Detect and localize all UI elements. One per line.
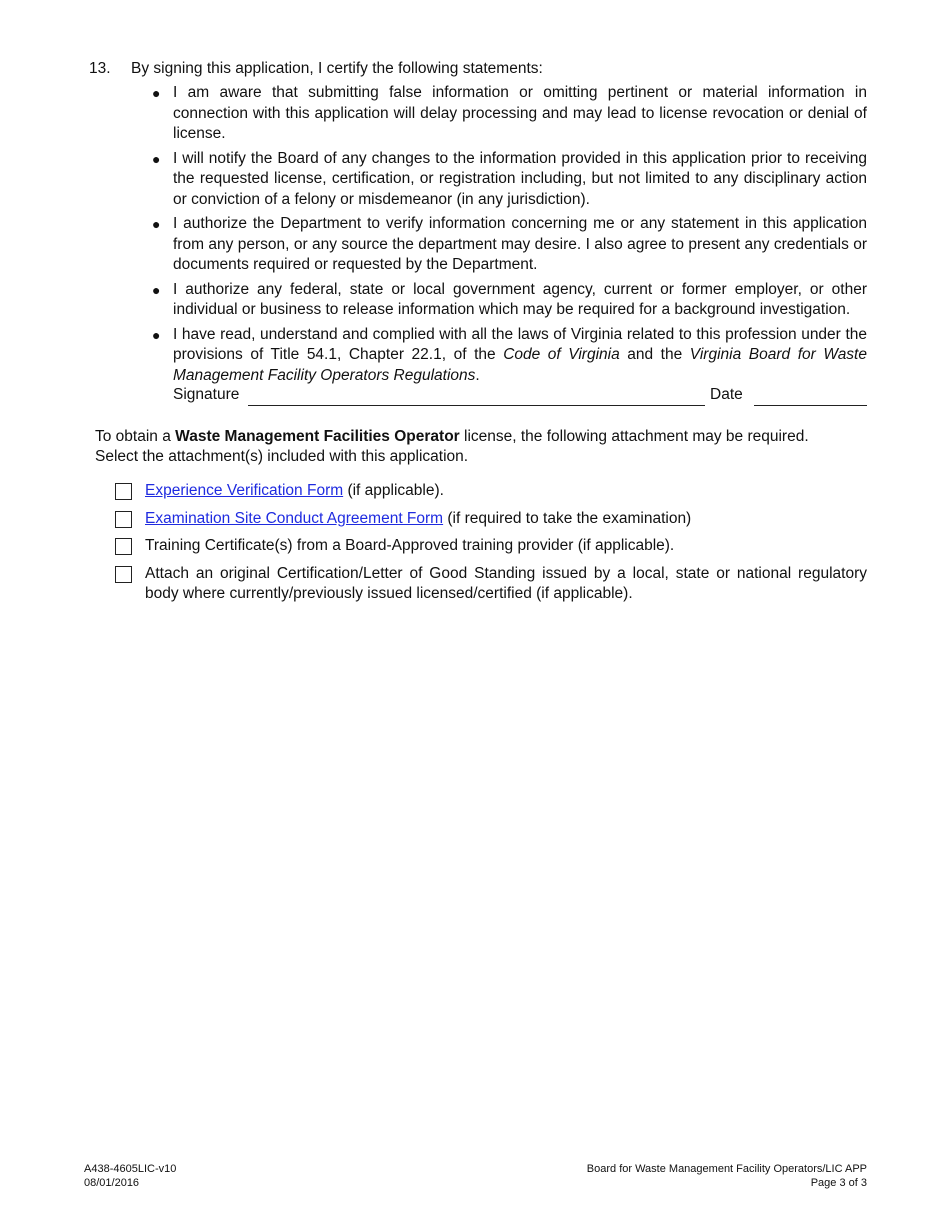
- statement-item: [151, 149, 867, 211]
- attachments-intro-line2: Select the attachment(s) included with this application.: [95, 448, 469, 465]
- statement-item: [151, 280, 867, 321]
- footer-right: [587, 1162, 867, 1190]
- attachment-text: Training Certificate(s) from a Board-Approved training provider (if applicable).: [145, 537, 675, 554]
- statement-item: [151, 83, 867, 145]
- attachment-text: (if applicable).: [343, 482, 444, 499]
- bullet-icon: ●: [152, 85, 161, 101]
- attachment-checkbox[interactable]: [115, 511, 132, 528]
- signature-row: [173, 385, 867, 407]
- attachment-text: (if required to take the examination): [443, 509, 692, 527]
- attachment-item: [115, 564, 867, 605]
- attachments-intro: [95, 427, 809, 467]
- statement-text-after: .: [475, 366, 480, 384]
- board-name: Board for Waste Management Facility Operators/LIC APP: [586, 1163, 867, 1175]
- signature-field[interactable]: [248, 405, 705, 406]
- form-id: A438-4605LIC-v10: [84, 1163, 177, 1175]
- statement-text-before: I have read, understand and complied with all the laws of Virginia related to this profession under the provisions of Title 54.1, Chapter 22.1, of the: [173, 325, 867, 363]
- certification-statements: [151, 83, 867, 386]
- attachment-text: Attach an original Certification/Letter of Good Standing issued by a local, state or national regulatory body where currently/previously issued licensed/certified (if applicable).: [145, 564, 867, 602]
- statement-text: I will notify the Board of any changes to the information provided in this application prior to receiving the requested license, certification, or registration including, but not limited to any disciplinary action or conviction of a felony or misdemeanor (in any jurisdiction).: [173, 149, 867, 208]
- bullet-icon: ●: [152, 281, 161, 298]
- bullet-icon: ●: [152, 216, 161, 232]
- attachment-checkbox[interactable]: [115, 483, 132, 500]
- examination-site-conduct-agreement-link[interactable]: Examination Site Conduct Agreement Form: [145, 509, 444, 527]
- item-number: 13.: [89, 60, 111, 77]
- attachment-item: [115, 536, 867, 557]
- statement-text: I authorize any federal, state or local government agency, current or former employer, or other individual or business to release information which may be required for a background investigation.: [173, 280, 867, 318]
- intro-after-text: license, the following attachment may be required.: [459, 428, 809, 445]
- date-field[interactable]: [754, 405, 867, 406]
- license-name: Waste Management Facilities Operator: [175, 428, 460, 445]
- signature-label: Signature: [173, 386, 240, 403]
- page-number: Page 3 of 3: [810, 1177, 867, 1189]
- regulations-title: Virginia Board for Waste Management Facility Operators Regulations: [173, 346, 867, 384]
- certification-intro: By signing this application, I certify the following statements:: [131, 60, 543, 77]
- statement-text-middle: and the: [619, 346, 690, 363]
- statement-text: I authorize the Department to verify information concerning me or any statement in this application from any person, or any source the department may desire. I also agree to present any credentials or documents required or requested by the Department.: [173, 215, 867, 273]
- experience-verification-form-link[interactable]: Experience Verification Form: [145, 482, 344, 499]
- footer-left: [84, 1162, 176, 1190]
- attachment-checkbox[interactable]: [115, 538, 132, 555]
- statement-item: [151, 214, 867, 276]
- intro-before-text: To obtain a: [95, 428, 176, 445]
- attachment-checklist: [115, 481, 867, 605]
- statement-text: I am aware that submitting false information or omitting pertinent or material information in connection with this application will delay processing and may lead to license revocation or denial of license.: [173, 84, 867, 142]
- date-label: Date: [710, 386, 743, 403]
- statement-item: [151, 325, 867, 387]
- code-of-virginia-title: Code of Virginia: [503, 346, 620, 363]
- attachment-item: [115, 509, 867, 530]
- attachment-checkbox[interactable]: [115, 566, 132, 583]
- bullet-icon: ●: [152, 150, 161, 167]
- bullet-icon: ●: [152, 326, 161, 343]
- form-date: 08/01/2016: [84, 1177, 140, 1189]
- attachments-intro-line1: [95, 427, 809, 447]
- attachment-item: [115, 481, 867, 502]
